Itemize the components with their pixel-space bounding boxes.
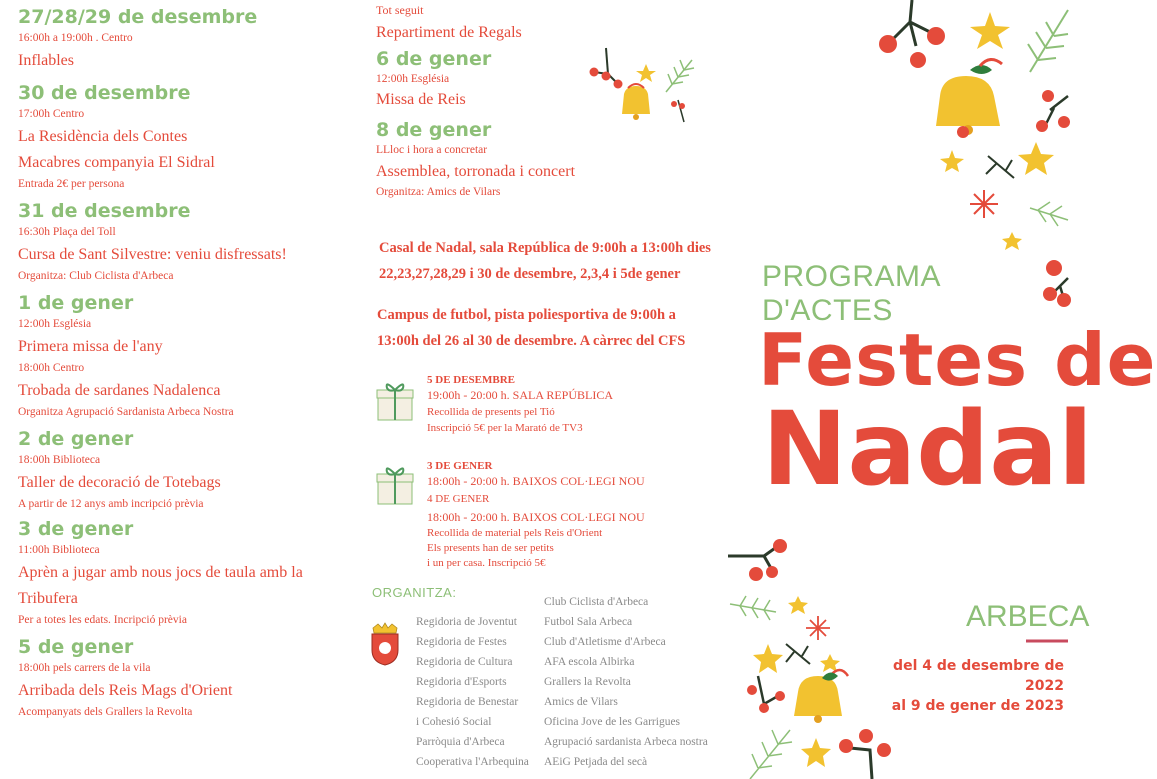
pine-branch-icon xyxy=(730,596,776,620)
holly-berries-icon xyxy=(590,48,623,89)
gift-event-line: Recollida de material pels Reis d'Orient xyxy=(427,527,603,539)
organizer-item: Regidoria d'Esports xyxy=(416,676,507,688)
programa-heading: PROGRAMA D'ACTES xyxy=(762,260,940,327)
tot-seguit-label: Tot seguit xyxy=(376,3,424,17)
date-range-end: al 9 de gener de 2023 xyxy=(891,698,1064,714)
organizer-item: Regidoria de Cultura xyxy=(416,656,513,668)
event-title: Cursa de Sant Silvestre: veniu disfressats! xyxy=(18,246,287,263)
organizer-note: Organitza: Amics de Vilars xyxy=(376,186,501,198)
organizer-item: Club Ciclista d'Arbeca xyxy=(544,596,649,608)
gift-event-3-4-gener xyxy=(427,460,717,571)
mistletoe-icon xyxy=(786,644,810,664)
event-title: Macabres companyia El Sidral xyxy=(18,154,215,171)
gift-event-line: Els presents han de ser petits xyxy=(427,542,554,554)
schedule-day-block xyxy=(18,292,348,420)
event-title: Aprèn a jugar amb nous jocs de taula amb la xyxy=(18,564,303,581)
holly-bell-ornament xyxy=(588,44,698,126)
schedule-day-block xyxy=(18,6,348,72)
star-icon xyxy=(1018,142,1054,175)
mistletoe-icon xyxy=(986,156,1014,178)
schedule-day-block xyxy=(18,200,348,284)
gift-event-time: 19:00h - 20:00 h. SALA REPÚBLICA xyxy=(427,388,614,402)
date-heading-8-gener: 8 de gener xyxy=(376,119,492,141)
organizers-list-right xyxy=(544,592,708,772)
date-range-start: del 4 de desembre de 2022 xyxy=(893,658,1064,694)
organitza-heading: ORGANITZA: xyxy=(372,585,457,600)
star-icon xyxy=(636,64,656,82)
nadal-title: Nadal xyxy=(762,390,1094,509)
pine-branch-icon xyxy=(1030,202,1068,226)
organizer-item: AFA escola Albirka xyxy=(544,656,635,668)
bell-icon xyxy=(936,59,1002,138)
bell-icon xyxy=(794,670,848,723)
gift-icon xyxy=(375,460,415,506)
holly-berries-icon xyxy=(839,729,891,779)
star-icon xyxy=(801,738,831,767)
event-detail: Entrada 2€ per persona xyxy=(18,178,125,190)
event-detail: Organitza Agrupació Sardanista Arbeca Nostra xyxy=(18,406,234,418)
gift-event-title: 3 DE GENER xyxy=(427,460,493,472)
pine-branch-icon xyxy=(666,60,694,92)
star-icon xyxy=(970,12,1010,49)
snowflake-icon xyxy=(970,190,998,218)
date-heading: 3 de gener xyxy=(18,518,134,540)
event-detail: 17:00h Centro xyxy=(18,108,85,120)
bell-icon xyxy=(622,84,650,120)
gift-event-line: Recollida de presents pel Tió xyxy=(427,406,555,418)
organizer-item: Oficina Jove de les Garrigues xyxy=(544,716,681,728)
gift-event-title: 4 DE GENER xyxy=(427,493,490,505)
campus-futbol-notice xyxy=(377,302,717,354)
event-detail: 12:00h Església xyxy=(18,318,92,330)
pine-branch-icon xyxy=(750,730,792,779)
event-detail: 16:00h a 19:00h . Centro xyxy=(18,32,133,44)
schedule-day-block xyxy=(18,518,348,628)
holly-berries-icon xyxy=(879,0,945,68)
campus-line: 13:00h del 26 al 30 de desembre. A càrrec del CFS xyxy=(377,333,686,349)
holly-berries-icon xyxy=(1036,90,1070,132)
casal-line: 22,23,27,28,29 i 30 de desembre, 2,3,4 i 5de gener xyxy=(379,266,681,282)
organizer-item: Agrupació sardanista Arbeca nostra xyxy=(544,736,708,748)
event-detail: Per a totes les edats. Incripció prèvia xyxy=(18,614,187,626)
organizer-item: Regidoria de Joventut xyxy=(416,616,517,628)
organizer-item: Parròquia d'Arbeca xyxy=(416,736,505,748)
event-detail: 16:30h Plaça del Toll xyxy=(18,226,116,238)
missa-reis-title: Missa de Reis xyxy=(376,91,466,108)
date-heading-6-gener: 6 de gener xyxy=(376,48,492,70)
pine-branch-icon xyxy=(1028,10,1068,72)
organizer-item: Amics de Vilars xyxy=(544,696,618,708)
gift-event-line: i un per casa. Inscripció 5€ xyxy=(427,557,546,569)
event-title: Primera missa de l'any xyxy=(18,338,163,355)
casal-line: Casal de Nadal, sala República de 9:00h a 13:00h dies xyxy=(379,240,711,256)
organizer-item: Club d'Atletisme d'Arbeca xyxy=(544,636,666,648)
regals-title: Repartiment de Regals xyxy=(376,24,522,41)
schedule-day-block xyxy=(18,82,348,192)
date-heading: 1 de gener xyxy=(18,292,134,314)
gift-event-title: 5 DE DESEMBRE xyxy=(427,374,516,386)
event-detail: 18:00h Centro xyxy=(18,362,85,374)
campus-line: Campus de futbol, pista poliesportiva de 9:00h a xyxy=(377,307,676,323)
schedule-day-block xyxy=(18,636,348,720)
town-name: ARBECA xyxy=(966,600,1090,633)
date-heading: 31 de desembre xyxy=(18,200,191,222)
event-detail: 18:00h pels carrers de la vila xyxy=(18,662,151,674)
gift-event-5-desembre xyxy=(427,374,717,436)
casal-nadal-notice xyxy=(379,235,719,287)
event-time: LLloc i hora a concretar xyxy=(376,144,488,156)
assemblea-title: Assemblea, torronada i concert xyxy=(376,163,576,180)
event-detail: 11:00h Biblioteca xyxy=(18,544,100,556)
star-icon xyxy=(940,150,964,172)
date-heading: 2 de gener xyxy=(18,428,134,450)
schedule-day-block xyxy=(18,428,348,512)
organizer-item: Regidoria de Benestar xyxy=(416,696,519,708)
holly-berries-icon xyxy=(747,676,785,713)
event-detail: 18:00h Biblioteca xyxy=(18,454,101,466)
organizer-item: AEiG Petjada del secà xyxy=(544,756,648,768)
event-title: Taller de decoració de Totebags xyxy=(18,474,221,491)
gift-event-line: Inscripció 5€ per la Marató de TV3 xyxy=(427,422,583,434)
event-detail: A partir de 12 anys amb incripció prèvia xyxy=(18,498,204,510)
organizer-item: Futbol Sala Arbeca xyxy=(544,616,633,628)
date-heading: 30 de desembre xyxy=(18,82,191,104)
event-title: Arribada dels Reis Mags d'Orient xyxy=(18,682,233,699)
event-title: Tribufera xyxy=(18,590,78,607)
organizer-item: i Cohesió Social xyxy=(416,716,492,728)
date-heading: 27/28/29 de desembre xyxy=(18,6,258,28)
organizer-item: Grallers la Revolta xyxy=(544,676,631,688)
date-range xyxy=(860,656,1064,716)
star-icon xyxy=(1002,232,1022,250)
event-title: Inflables xyxy=(18,52,74,69)
event-detail: Acompanyats dels Grallers la Revolta xyxy=(18,706,193,718)
event-title: Trobada de sardanes Nadalenca xyxy=(18,382,221,399)
gift-icon xyxy=(375,376,415,422)
organizer-item: Regidoria de Festes xyxy=(416,636,507,648)
holly-berries-icon xyxy=(728,539,787,581)
event-title: La Residència dels Contes xyxy=(18,128,188,145)
event-time: 12:00h Església xyxy=(376,73,450,85)
organizers-list-left xyxy=(416,612,529,772)
gift-event-time: 18:00h - 20:00 h. BAIXOS COL·LEGI NOU xyxy=(427,510,645,524)
date-heading: 5 de gener xyxy=(18,636,134,658)
star-icon xyxy=(788,596,808,614)
schedule-left-column xyxy=(18,6,348,720)
festes-de-title: Festes de xyxy=(758,318,1157,402)
organizer-item: Cooperativa l'Arbequina xyxy=(416,756,529,768)
gift-event-time: 18:00h - 20:00 h. BAIXOS COL·LEGI NOU xyxy=(427,474,645,488)
holly-berries-icon xyxy=(671,100,685,122)
coat-of-arms-icon xyxy=(368,622,402,666)
snowflake-icon xyxy=(806,616,830,640)
star-icon xyxy=(753,644,783,673)
event-detail: Organitza: Club Ciclista d'Arbeca xyxy=(18,270,174,282)
